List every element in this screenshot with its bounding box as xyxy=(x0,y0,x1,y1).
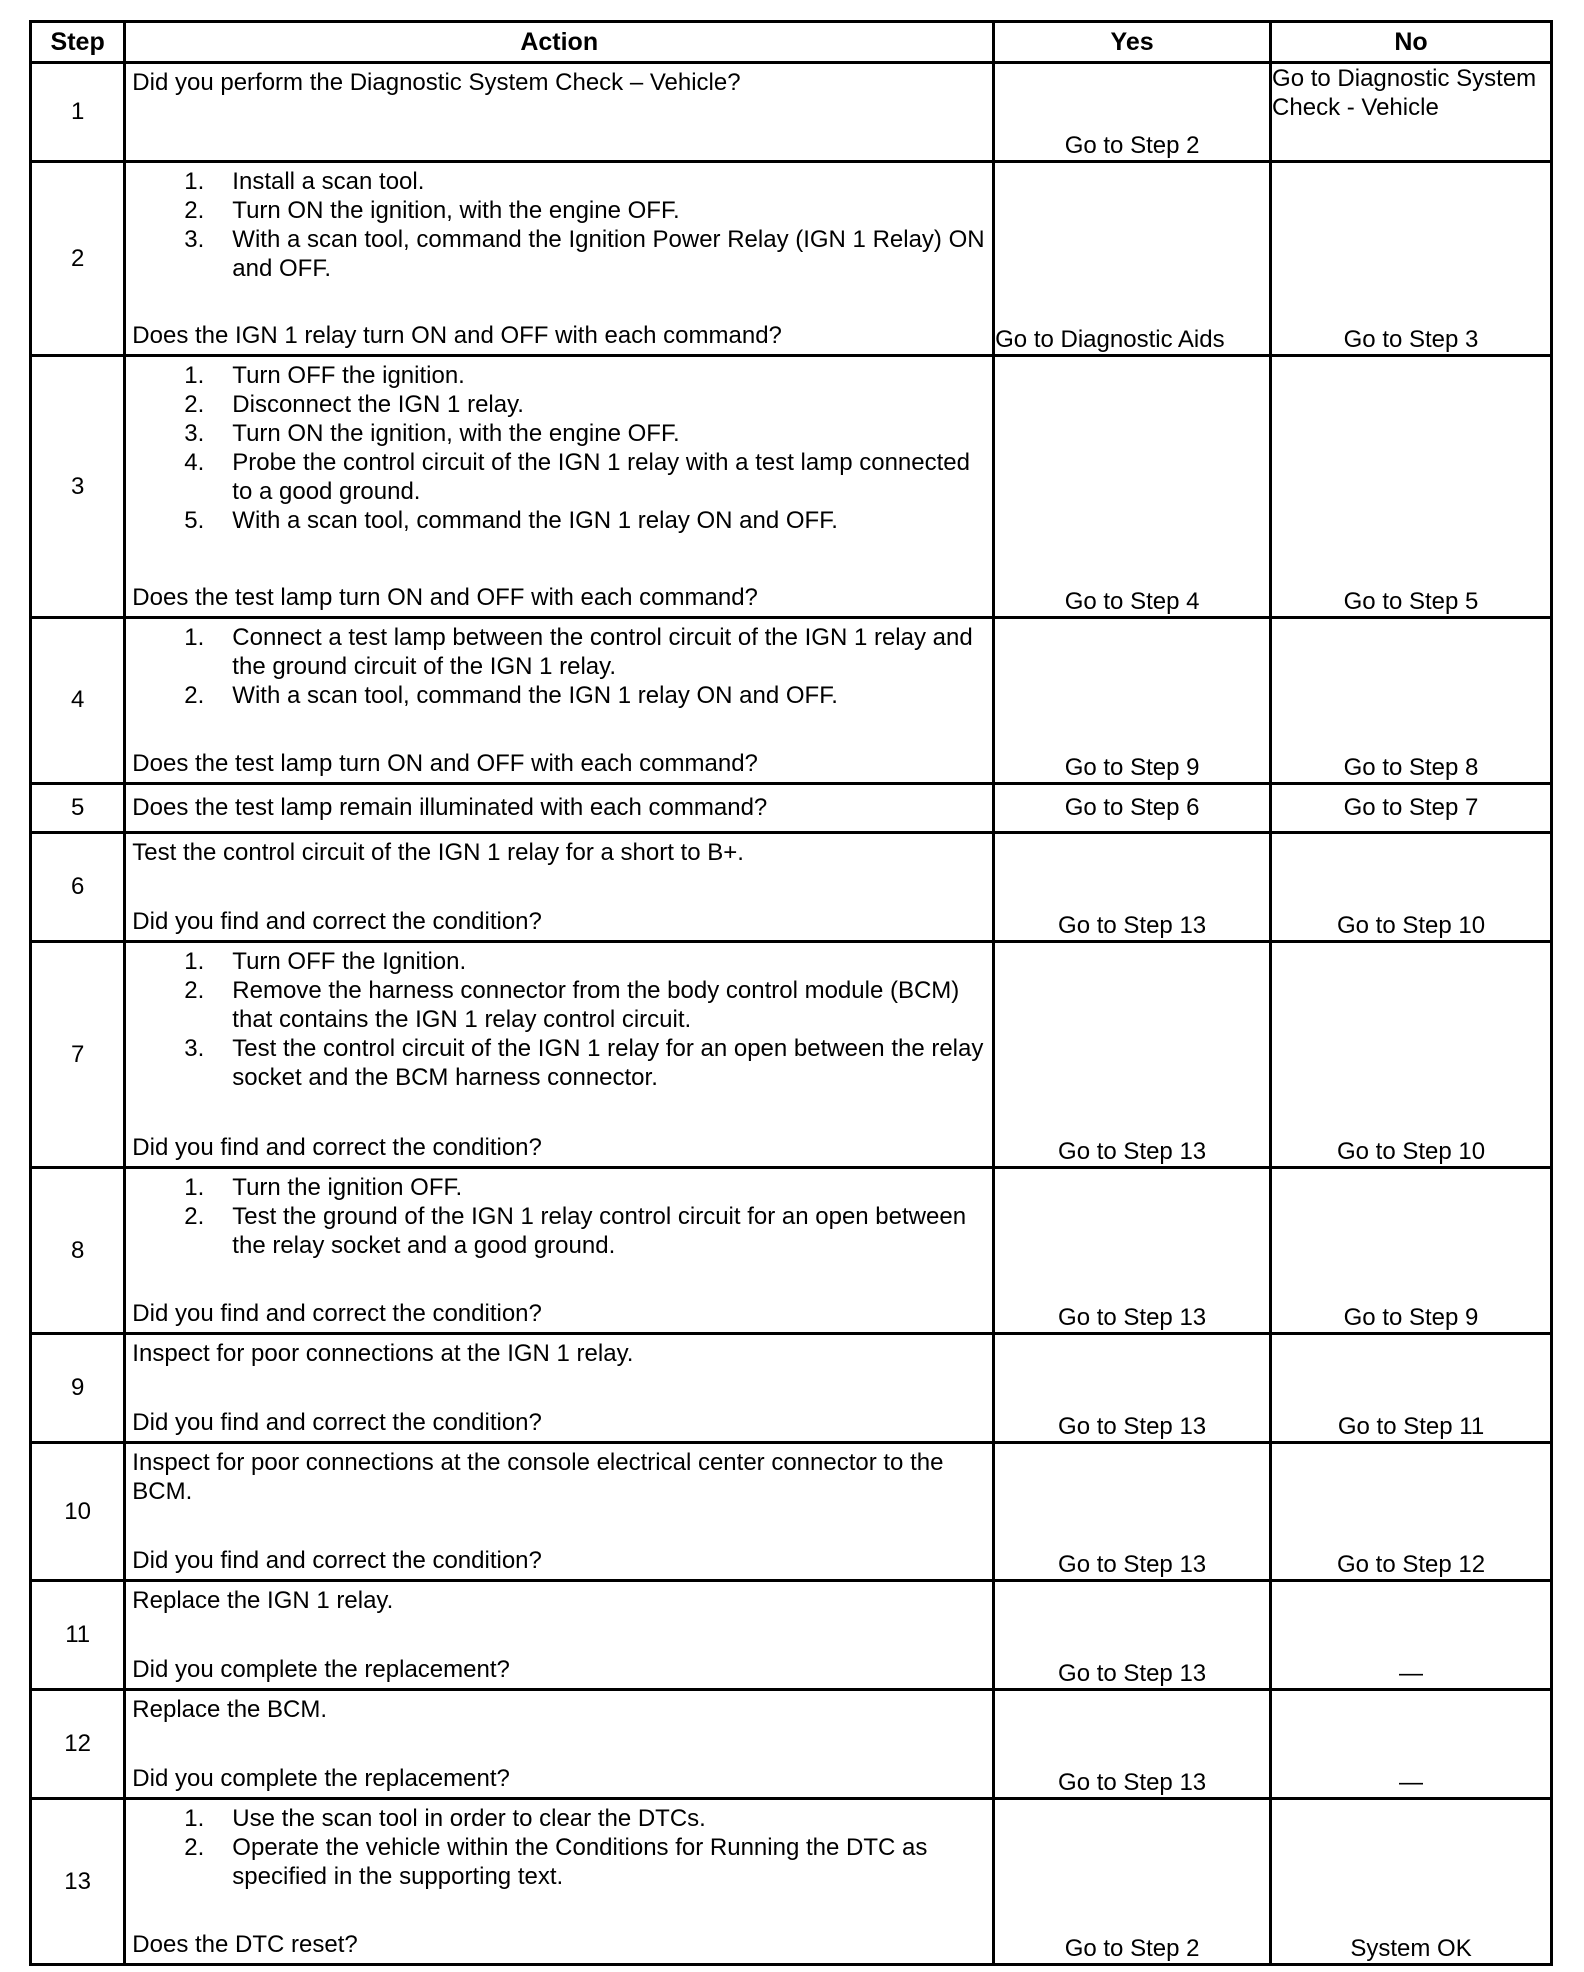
no-result: Go to Step 7 xyxy=(1271,783,1552,832)
action-cell xyxy=(125,783,994,832)
action-question: Does the IGN 1 relay turn ON and OFF with each command? xyxy=(132,321,782,349)
action-cell xyxy=(125,1442,994,1580)
action-cell xyxy=(125,355,994,617)
table-row xyxy=(31,1690,1552,1799)
yes-result: Go to Step 13 xyxy=(994,1168,1271,1333)
step-number: 2 xyxy=(31,162,125,356)
yes-result: Go to Step 13 xyxy=(994,1333,1271,1442)
action-steps-list xyxy=(132,1173,986,1260)
action-content xyxy=(126,1582,992,1688)
table-row xyxy=(31,1442,1552,1580)
action-question: Did you complete the replacement? xyxy=(132,1765,510,1793)
action-step-item: Connect a test lamp between the control circuit of the IGN 1 relay and the ground circuit of the IGN 1 relay. xyxy=(232,624,973,681)
action-cell xyxy=(125,1581,994,1690)
action-question: Did you find and correct the condition? xyxy=(132,1134,542,1162)
table-row xyxy=(31,1168,1552,1333)
action-cell xyxy=(125,1799,994,1965)
table-row xyxy=(31,941,1552,1168)
action-step-item: Install a scan tool. xyxy=(232,168,425,196)
no-result: — xyxy=(1271,1690,1552,1799)
no-result: Go to Step 11 xyxy=(1271,1333,1552,1442)
header-yes: Yes xyxy=(994,22,1271,63)
table-row xyxy=(31,1799,1552,1965)
action-content xyxy=(126,1169,992,1331)
action-content xyxy=(126,1444,992,1579)
action-question: Does the DTC reset? xyxy=(132,1931,358,1958)
action-steps-list xyxy=(132,361,986,535)
action-steps-list xyxy=(132,623,986,710)
action-step-item: Turn the ignition OFF. xyxy=(232,1174,463,1202)
action-step-item: With a scan tool, command the IGN 1 relay ON and OFF. xyxy=(232,682,838,710)
action-instruction: Replace the BCM. xyxy=(132,1696,328,1724)
step-number: 11 xyxy=(31,1581,125,1690)
action-cell xyxy=(125,1333,994,1442)
no-result: Go to Step 3 xyxy=(1271,162,1552,356)
step-number: 10 xyxy=(31,1442,125,1580)
action-cell xyxy=(125,618,994,783)
no-result: Go to Step 12 xyxy=(1271,1442,1552,1580)
action-step-item: Probe the control circuit of the IGN 1 relay with a test lamp connected to a good ground. xyxy=(232,448,970,505)
action-cell xyxy=(125,1168,994,1333)
yes-result: Go to Diagnostic Aids xyxy=(994,162,1271,356)
yes-result: Go to Step 13 xyxy=(994,832,1271,941)
step-number: 6 xyxy=(31,832,125,941)
action-step-item: Disconnect the IGN 1 relay. xyxy=(232,390,524,418)
step-number: 4 xyxy=(31,618,125,783)
no-result: Go to Step 10 xyxy=(1271,941,1552,1168)
no-result: Go to Step 8 xyxy=(1271,618,1552,783)
table-row xyxy=(31,832,1552,941)
action-step-item: Remove the harness connector from the body control module (BCM) that contains the IGN 1 relay control circuit. xyxy=(232,976,960,1033)
table-header-row xyxy=(31,22,1552,63)
action-instruction: Test the control circuit of the IGN 1 relay for a short to B+. xyxy=(132,838,744,866)
diagnostic-table xyxy=(29,20,1553,1966)
step-number: 7 xyxy=(31,941,125,1168)
action-content xyxy=(126,1691,992,1797)
action-question: Did you find and correct the condition? xyxy=(132,1547,542,1575)
action-step-item: Turn OFF the Ignition. xyxy=(232,947,467,975)
action-content xyxy=(126,943,992,1167)
yes-result: Go to Step 4 xyxy=(994,355,1271,617)
step-number: 8 xyxy=(31,1168,125,1333)
no-result: — xyxy=(1271,1581,1552,1690)
table-row xyxy=(31,1581,1552,1690)
action-step-item: Turn ON the ignition, with the engine OFF. xyxy=(232,197,680,225)
action-step-item: With a scan tool, command the Ignition Power Relay (IGN 1 Relay) ON and OFF. xyxy=(232,226,985,283)
table-body xyxy=(31,63,1552,1965)
action-steps-list xyxy=(132,947,986,1092)
action-question: Did you perform the Diagnostic System Check – Vehicle? xyxy=(132,69,741,96)
action-question: Did you find and correct the condition? xyxy=(132,1299,542,1327)
action-steps-list xyxy=(132,1804,986,1891)
yes-result: Go to Step 2 xyxy=(994,63,1271,162)
yes-result: Go to Step 13 xyxy=(994,1690,1271,1799)
action-content xyxy=(126,619,992,781)
action-question: Did you find and correct the condition? xyxy=(132,1408,542,1436)
action-question: Does the test lamp remain illuminated with each command? xyxy=(132,794,768,822)
step-number: 9 xyxy=(31,1333,125,1442)
table-row xyxy=(31,63,1552,162)
step-number: 12 xyxy=(31,1690,125,1799)
action-steps-list xyxy=(132,167,986,283)
step-number: 3 xyxy=(31,355,125,617)
yes-result: Go to Step 2 xyxy=(994,1799,1271,1965)
yes-result: Go to Step 13 xyxy=(994,1442,1271,1580)
action-content xyxy=(126,785,992,831)
step-number: 5 xyxy=(31,783,125,832)
header-no: No xyxy=(1271,22,1552,63)
action-step-item: Turn ON the ignition, with the engine OFF. xyxy=(232,419,680,447)
yes-result: Go to Step 13 xyxy=(994,941,1271,1168)
no-result: System OK xyxy=(1271,1799,1552,1965)
action-content xyxy=(126,163,992,354)
table-row xyxy=(31,355,1552,617)
table-row xyxy=(31,1333,1552,1442)
action-question: Did you complete the replacement? xyxy=(132,1656,510,1684)
header-step: Step xyxy=(31,22,125,63)
action-instruction: Inspect for poor connections at the console electrical center connector to the BCM. xyxy=(132,1448,944,1505)
action-cell xyxy=(125,941,994,1168)
action-content xyxy=(126,1335,992,1441)
action-content xyxy=(126,357,992,616)
yes-result: Go to Step 13 xyxy=(994,1581,1271,1690)
action-cell xyxy=(125,162,994,356)
no-result: Go to Step 10 xyxy=(1271,832,1552,941)
action-content xyxy=(126,834,992,940)
step-number: 1 xyxy=(31,63,125,162)
table-row xyxy=(31,162,1552,356)
yes-result: Go to Step 9 xyxy=(994,618,1271,783)
header-action: Action xyxy=(125,22,994,63)
action-instruction: Replace the IGN 1 relay. xyxy=(132,1587,394,1615)
table-row xyxy=(31,618,1552,783)
yes-result: Go to Step 6 xyxy=(994,783,1271,832)
no-result: Go to Step 9 xyxy=(1271,1168,1552,1333)
action-step-item: Operate the vehicle within the Conditions for Running the DTC as specified in the supporting text. xyxy=(232,1834,928,1891)
action-step-item: With a scan tool, command the IGN 1 relay ON and OFF. xyxy=(232,506,838,534)
action-cell xyxy=(125,832,994,941)
action-step-item: Use the scan tool in order to clear the DTCs. xyxy=(232,1805,706,1833)
action-step-item: Test the ground of the IGN 1 relay control circuit for an open between the relay socket and a good ground. xyxy=(232,1203,967,1260)
action-question: Does the test lamp turn ON and OFF with each command? xyxy=(132,584,758,612)
action-content xyxy=(126,64,992,160)
action-question: Did you find and correct the condition? xyxy=(132,907,542,935)
action-cell xyxy=(125,1690,994,1799)
action-step-item: Test the control circuit of the IGN 1 relay for an open between the relay socket and the BCM harness connector. xyxy=(232,1034,984,1091)
step-number: 13 xyxy=(31,1799,125,1965)
action-question: Does the test lamp turn ON and OFF with each command? xyxy=(132,749,758,777)
action-instruction: Inspect for poor connections at the IGN 1 relay. xyxy=(132,1339,634,1367)
no-result: Go to Step 5 xyxy=(1271,355,1552,617)
no-result: Go to Diagnostic System Check - Vehicle xyxy=(1271,63,1552,162)
action-cell xyxy=(125,63,994,162)
action-content xyxy=(126,1800,992,1963)
action-step-item: Turn OFF the ignition. xyxy=(232,361,465,389)
table-row xyxy=(31,783,1552,832)
